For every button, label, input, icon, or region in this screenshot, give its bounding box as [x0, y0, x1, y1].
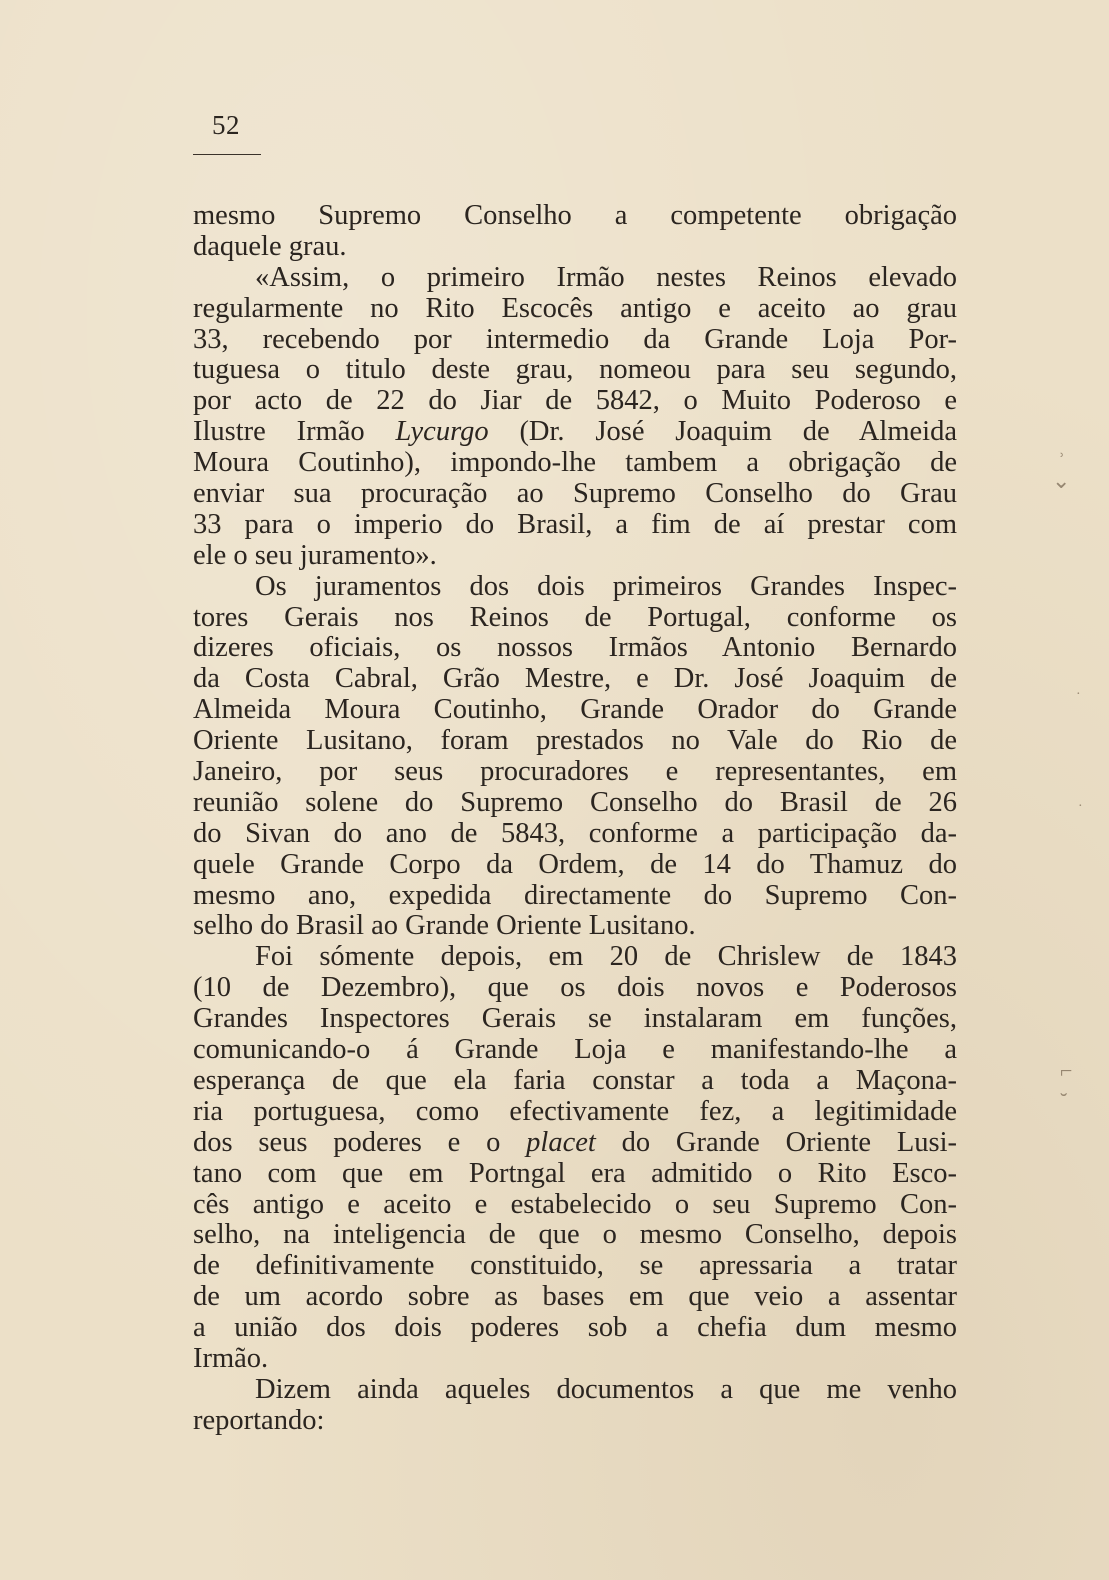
page-number: 52	[212, 110, 240, 140]
paragraph-start-line: Dizem ainda aqueles documentos a que me venho	[255, 1374, 957, 1405]
text-line: Oriente Lusitano, foram prestados no Vale do Rio de	[193, 726, 957, 757]
paper-blemish: ˒	[1058, 438, 1066, 463]
text-line: quele Grande Corpo da Ordem, de 14 do Thamuz do	[193, 849, 957, 880]
text-line: selho do Brasil ao Grande Oriente Lusitano.	[193, 911, 696, 942]
text-line: cês antigo e aceito e estabelecido o seu Supremo Con-	[193, 1189, 957, 1220]
text-line: tores Gerais nos Reinos de Portugal, conforme os	[193, 602, 957, 633]
text-line: Janeiro, por seus procuradores e representantes, em	[193, 757, 957, 788]
text-line: mesmo ano, expedida directamente do Supremo Con-	[193, 880, 957, 911]
text-segment: (Dr. José Joaquim de Almeida	[488, 417, 957, 448]
paper-blemish: ·	[1078, 799, 1083, 814]
header-rule	[193, 154, 261, 155]
text-line: ele o seu juramento».	[193, 540, 437, 571]
text-line: tuguesa o titulo deste grau, nomeou para seu segundo,	[193, 355, 957, 386]
paper-blemish: ·	[1076, 687, 1081, 702]
paper-blemish: ˘	[1060, 1088, 1068, 1113]
text-line: selho, na inteligencia de que o mesmo Conselho, depois	[193, 1220, 957, 1251]
text-line: mesmo Supremo Conselho a competente obrigação	[193, 201, 957, 231]
paper-blemish: ⌐	[1060, 1058, 1073, 1083]
text-line: tano com que em Portngal era admitido o Rito Esco-	[193, 1158, 957, 1189]
text-segment: Ilustre Irmão	[193, 417, 396, 448]
text-line: 33, recebendo por intermedio da Grande Loja Por-	[193, 324, 957, 355]
text-line: do Sivan do ano de 5843, conforme a participação da-	[193, 818, 957, 849]
text-line: Grandes Inspectores Gerais se instalaram em funções,	[193, 1004, 957, 1035]
body-text	[193, 201, 957, 1437]
text-line: regularmente no Rito Escocês antigo e aceito ao grau	[193, 293, 957, 324]
text-line: Irmão.	[193, 1343, 269, 1374]
text-line: de definitivamente constituido, se apressaria a tratar	[193, 1251, 957, 1282]
text-line: Moura Coutinho), impondo-lhe tambem a obrigação de	[193, 448, 957, 479]
paragraph-start-line: Os juramentos dos dois primeiros Grandes Inspec-	[255, 571, 957, 602]
text-line: a união dos dois poderes sob a chefia dum mesmo	[193, 1313, 957, 1344]
text-line: esperança de que ela faria constar a toda a Maçona-	[193, 1065, 957, 1096]
italic-word-placet: placet	[526, 1127, 596, 1158]
text-line: da Costa Cabral, Grão Mestre, e Dr. José Joaquim de	[193, 664, 957, 695]
text-line: de um acordo sobre as bases em que veio a assentar	[193, 1282, 957, 1313]
text-segment: do Grande Oriente Lusi-	[595, 1127, 957, 1158]
text-line: reunião solene do Supremo Conselho do Brasil de 26	[193, 787, 957, 818]
paragraph-start-line: Foi sómente depois, em 20 de Chrislew de 1843	[255, 942, 957, 973]
text-line	[193, 417, 957, 448]
text-line: comunicando-o á Grande Loja e manifestando-lhe a	[193, 1035, 957, 1066]
text-line: 33 para o imperio do Brasil, a fim de aí prestar com	[193, 509, 957, 540]
text-line: daquele grau.	[193, 231, 347, 262]
italic-name-lycurgo: Lycurgo	[395, 417, 489, 448]
paper-blemish: ⌄	[1052, 468, 1071, 493]
paragraph-start-line: «Assim, o primeiro Irmão nestes Reinos elevado	[255, 262, 957, 293]
text-line: reportando:	[193, 1405, 325, 1436]
text-line: Almeida Moura Coutinho, Grande Orador do Grande	[193, 695, 957, 726]
text-line: ria portuguesa, como efectivamente fez, a legitimidade	[193, 1096, 957, 1127]
text-line	[193, 1128, 957, 1159]
text-line: enviar sua procuração ao Supremo Conselho do Grau	[193, 479, 957, 510]
text-line: dizeres oficiais, os nossos Irmãos Antonio Bernardo	[193, 633, 957, 664]
text-line: por acto de 22 do Jiar de 5842, o Muito Poderoso e	[193, 386, 957, 417]
text-segment: dos seus poderes e o	[193, 1127, 527, 1158]
text-line: (10 de Dezembro), que os dois novos e Poderosos	[193, 973, 957, 1004]
